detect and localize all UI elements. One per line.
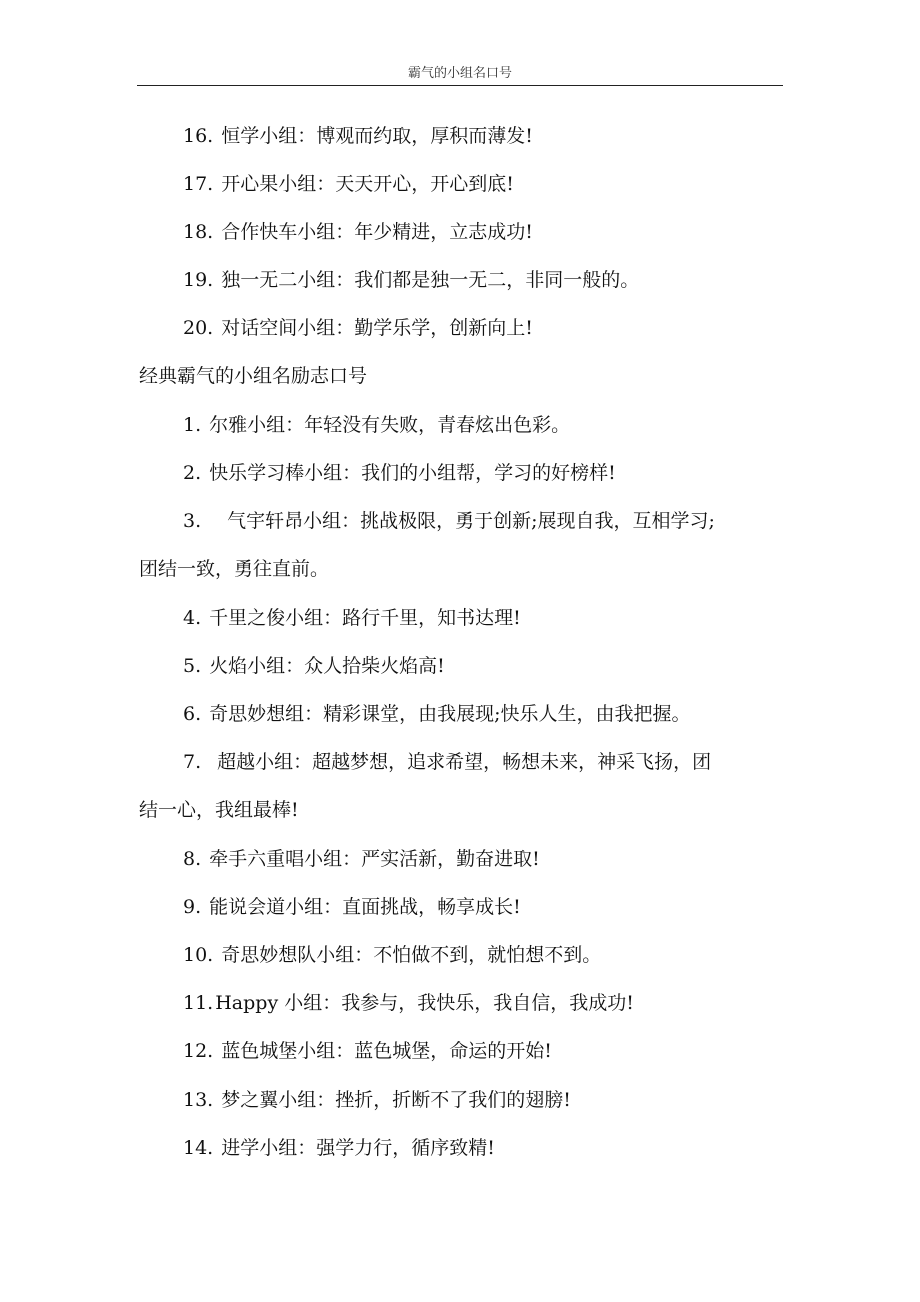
list-item <box>183 124 533 148</box>
header-divider <box>137 85 783 86</box>
item-text-line1: 气宇轩昂小组：挑战极限，勇于创新;展现自我，互相学习; <box>227 510 715 532</box>
item-number: 9. <box>183 896 202 918</box>
item-text: 能说会道小组：直面挑战，畅享成长! <box>209 896 521 918</box>
item-text: 牵手六重唱小组：严实活新，勤奋进取! <box>209 848 540 870</box>
item-number: 3. <box>183 510 202 532</box>
item-text: 尔雅小组：年轻没有失败，青春炫出色彩。 <box>209 414 571 436</box>
item-number: 7. <box>183 751 202 773</box>
list-item <box>183 1039 552 1063</box>
list-item-continuation: 团结一致，勇往直前。 <box>139 558 330 580</box>
item-number: 20. <box>183 317 214 339</box>
list-item <box>183 1136 495 1160</box>
list-item <box>183 316 533 340</box>
item-text: 对话空间小组：勤学乐学，创新向上! <box>221 317 533 339</box>
item-text: 火焰小组：众人拾柴火焰高! <box>209 655 445 677</box>
item-text: 合作快车小组：年少精进，立志成功! <box>221 221 533 243</box>
item-text: 恒学小组：博观而约取，厚积而薄发! <box>221 125 533 147</box>
item-text: 开心果小组：天天开心，开心到底! <box>221 173 514 195</box>
item-number: 4. <box>183 607 202 629</box>
item-number: 5. <box>183 655 202 677</box>
list-item-continuation: 结一心，我组最棒! <box>139 799 299 821</box>
item-text: 奇思妙想队小组：不怕做不到，就怕想不到。 <box>221 944 602 966</box>
item-text: 独一无二小组：我们都是独一无二，非同一般的。 <box>221 269 640 291</box>
list-item <box>183 172 514 196</box>
list-item <box>183 413 570 437</box>
section-heading: 经典霸气的小组名励志口号 <box>139 365 368 387</box>
item-number: 12. <box>183 1040 214 1062</box>
page-header-title: 霸气的小组名口号 <box>407 66 512 81</box>
item-number: 18. <box>183 221 214 243</box>
list-item <box>183 606 521 630</box>
item-text: 奇思妙想组：精彩课堂，由我展现;快乐人生，由我把握。 <box>209 703 691 725</box>
item-number: 14. <box>183 1137 214 1159</box>
list-item <box>183 702 691 726</box>
item-number: 11. <box>183 992 214 1014</box>
item-number: 10. <box>183 944 214 966</box>
list-item <box>183 991 634 1015</box>
list-item <box>183 750 711 774</box>
item-text: 梦之翼小组：挫折，折断不了我们的翅膀! <box>221 1089 571 1111</box>
item-number: 19. <box>183 269 214 291</box>
list-item <box>183 847 540 871</box>
list-item <box>183 220 533 244</box>
item-text: 蓝色城堡小组：蓝色城堡，命运的开始! <box>221 1040 552 1062</box>
item-number: 16. <box>183 125 214 147</box>
list-item <box>183 943 601 967</box>
item-text: 千里之俊小组：路行千里，知书达理! <box>209 607 521 629</box>
item-number: 6. <box>183 703 202 725</box>
item-number: 13. <box>183 1089 214 1111</box>
list-item <box>183 1088 571 1112</box>
item-number: 2. <box>183 462 202 484</box>
item-number: 1. <box>183 414 202 436</box>
item-text-line1: 超越小组：超越梦想，追求希望，畅想未来，神采飞扬，团 <box>217 751 712 773</box>
item-text: 进学小组：强学力行，循序致精! <box>221 1137 495 1159</box>
item-text: 快乐学习棒小组：我们的小组帮，学习的好榜样! <box>209 462 616 484</box>
list-item <box>183 895 521 919</box>
list-item <box>183 461 616 485</box>
list-item <box>183 268 639 292</box>
item-number: 8. <box>183 848 202 870</box>
list-item <box>183 509 781 533</box>
list-item <box>183 654 445 678</box>
item-text: Happy 小组：我参与，我快乐，我自信，我成功! <box>215 992 634 1014</box>
item-number: 17. <box>183 173 214 195</box>
